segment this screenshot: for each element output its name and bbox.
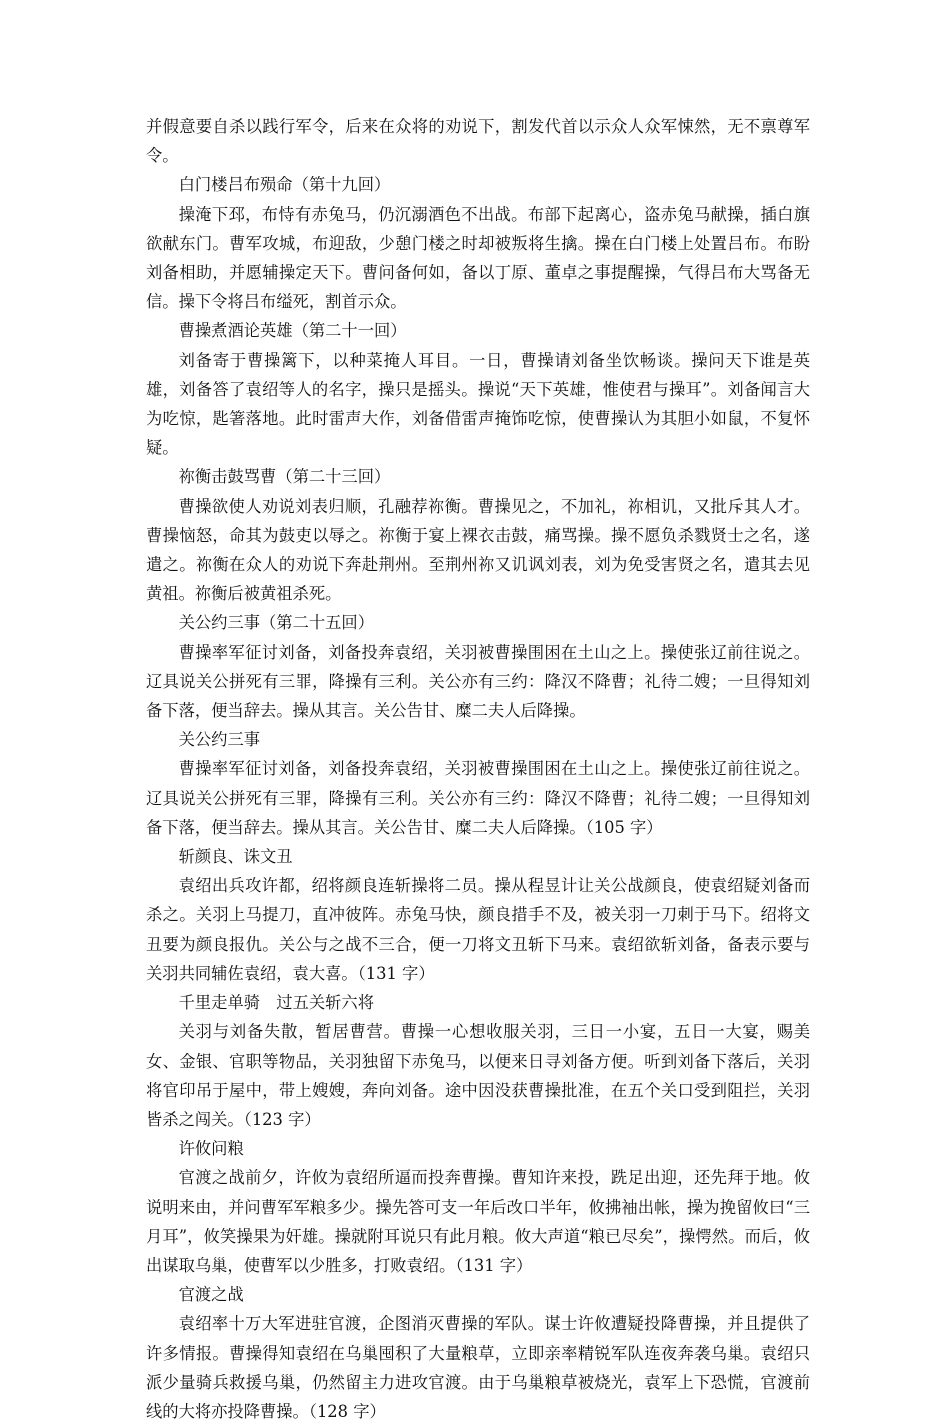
section-body-zhujiu: 刘备寄于曹操篱下，以种菜掩人耳目。一日，曹操请刘备坐饮畅谈。操问天下谁是英雄，刘备答了袁绍等人的名字，操只是摇头。操说“天下英雄，惟使君与操耳”。刘备闻言大为吃惊，匙箸落地。此时雷声大作，刘备借雷声掩饰吃惊，使曹操认为其胆小如鼠，不复怀疑。	[146, 350, 810, 458]
section-body-miheng: 曹操欲使人劝说刘表归顺，孔融荐祢衡。曹操见之，不加礼，祢相讥，又批斥其人才。曹操恼怒，命其为鼓吏以辱之。祢衡于宴上裸衣击鼓，痛骂操。操不愿负杀戮贤士之名，遂遣之。祢衡在众人的劝说下奔赴荆州。至荆州祢又讥讽刘表，刘为免受害贤之名，遣其去见黄祖。祢衡后被黄祖杀死。	[146, 496, 810, 604]
section-body-baimenlou: 操淹下邳，布恃有赤兔马，仍沉溺酒色不出战。布部下起离心，盗赤兔马献操，插白旗欲献东门。曹军攻城，布迎敌，少憩门楼之时却被叛将生擒。操在白门楼上处置吕布。布盼刘备相助，并愿辅操定天下。曹问备何如，备以丁原、董卓之事提醒操，气得吕布大骂备无信。操下令将吕布缢死，割首示众。	[146, 204, 810, 312]
section-title-yuesanshi-2: 关公约三事	[178, 730, 261, 750]
document-page	[146, 112, 810, 1426]
section-body-yuesanshi-2: 曹操率军征讨刘备，刘备投奔袁绍，关羽被曹操围困在土山之上。操使张辽前往说之。辽具说关公拼死有三罪，降操有三利。关公亦有三约：降汉不降曹；礼待二嫂；一旦得知刘备下落，便当辞去。操从其言。关公告甘、糜二夫人后降操。（105 字）	[146, 759, 810, 837]
section-title-yanliang: 斩颜良、诛文丑	[178, 847, 293, 867]
intro-paragraph: 并假意要自杀以践行军令，后来在众将的劝说下，割发代首以示众人众军悚然，无不禀尊军令。	[146, 117, 810, 166]
section-body-yuesanshi-1: 曹操率军征讨刘备，刘备投奔袁绍，关羽被曹操围困在土山之上。操使张辽前往说之。辽具说关公拼死有三罪，降操有三利。关公亦有三约：降汉不降曹；礼待二嫂；一旦得知刘备下落，便当辞去。操从其言。关公告甘、糜二夫人后降操。	[146, 642, 810, 721]
section-body-guandu: 袁绍率十万大军进驻官渡，企图消灭曹操的军队。谋士许攸遭疑投降曹操，并且提供了许多情报。曹操得知袁绍在乌巢囤积了大量粮草，立即亲率精锐军队连夜奔袭乌巢。袁绍只派少量骑兵救援乌巢，仍然留主力进攻官渡。由于乌巢粮草被烧光，袁军上下恐慌，官渡前线的大将亦投降曹操。（128 字）	[146, 1314, 810, 1421]
section-title-baimenlou: 白门楼吕布殒命（第十九回）	[178, 175, 391, 195]
section-title-miheng: 祢衡击鼓骂曹（第二十三回）	[178, 467, 391, 487]
section-title-yuesanshi-1: 关公约三事（第二十五回）	[178, 613, 374, 633]
section-title-qianli: 千里走单骑 过五关斩六将	[178, 993, 374, 1013]
section-title-guandu: 官渡之战	[178, 1285, 244, 1305]
section-body-xuyou: 官渡之战前夕，许攸为袁绍所逼而投奔曹操。曹知许来投，跣足出迎，还先拜于地。攸说明来由，并问曹军军粮多少。操先答可支一年后改口半年，攸拂袖出帐，操为挽留攸曰“三月耳”，攸笑操果为奸雄。操就附耳说只有此月粮。攸大声道“粮已尽矣”，操愕然。而后，攸出谋取乌巢，使曹军以少胜多，打败袁绍。（131 字）	[146, 1168, 810, 1275]
section-body-yanliang: 袁绍出兵攻许都，绍将颜良连斩操将二员。操从程昱计让关公战颜良，使袁绍疑刘备而杀之。关羽上马提刀，直冲彼阵。赤兔马快，颜良措手不及，被关羽一刀刺于马下。绍将文丑要为颜良报仇。关公与之战不三合，便一刀将文丑斩下马来。袁绍欲斩刘备，备表示要与关羽共同辅佐袁绍，袁大喜。（131 字）	[146, 876, 810, 983]
section-title-zhujiu: 曹操煮酒论英雄（第二十一回）	[178, 321, 407, 341]
section-body-qianli: 关羽与刘备失散，暂居曹营。曹操一心想收服关羽，三日一小宴，五日一大宴，赐美女、金银、官职等物品，关羽独留下赤兔马，以便来日寻刘备方便。听到刘备下落后，关羽将官印吊于屋中，带上嫂嫂，奔向刘备。途中因没获曹操批准，在五个关口受到阻拦，关羽皆杀之闯关。（123 字）	[146, 1022, 810, 1129]
section-title-xuyou: 许攸问粮	[178, 1139, 244, 1159]
